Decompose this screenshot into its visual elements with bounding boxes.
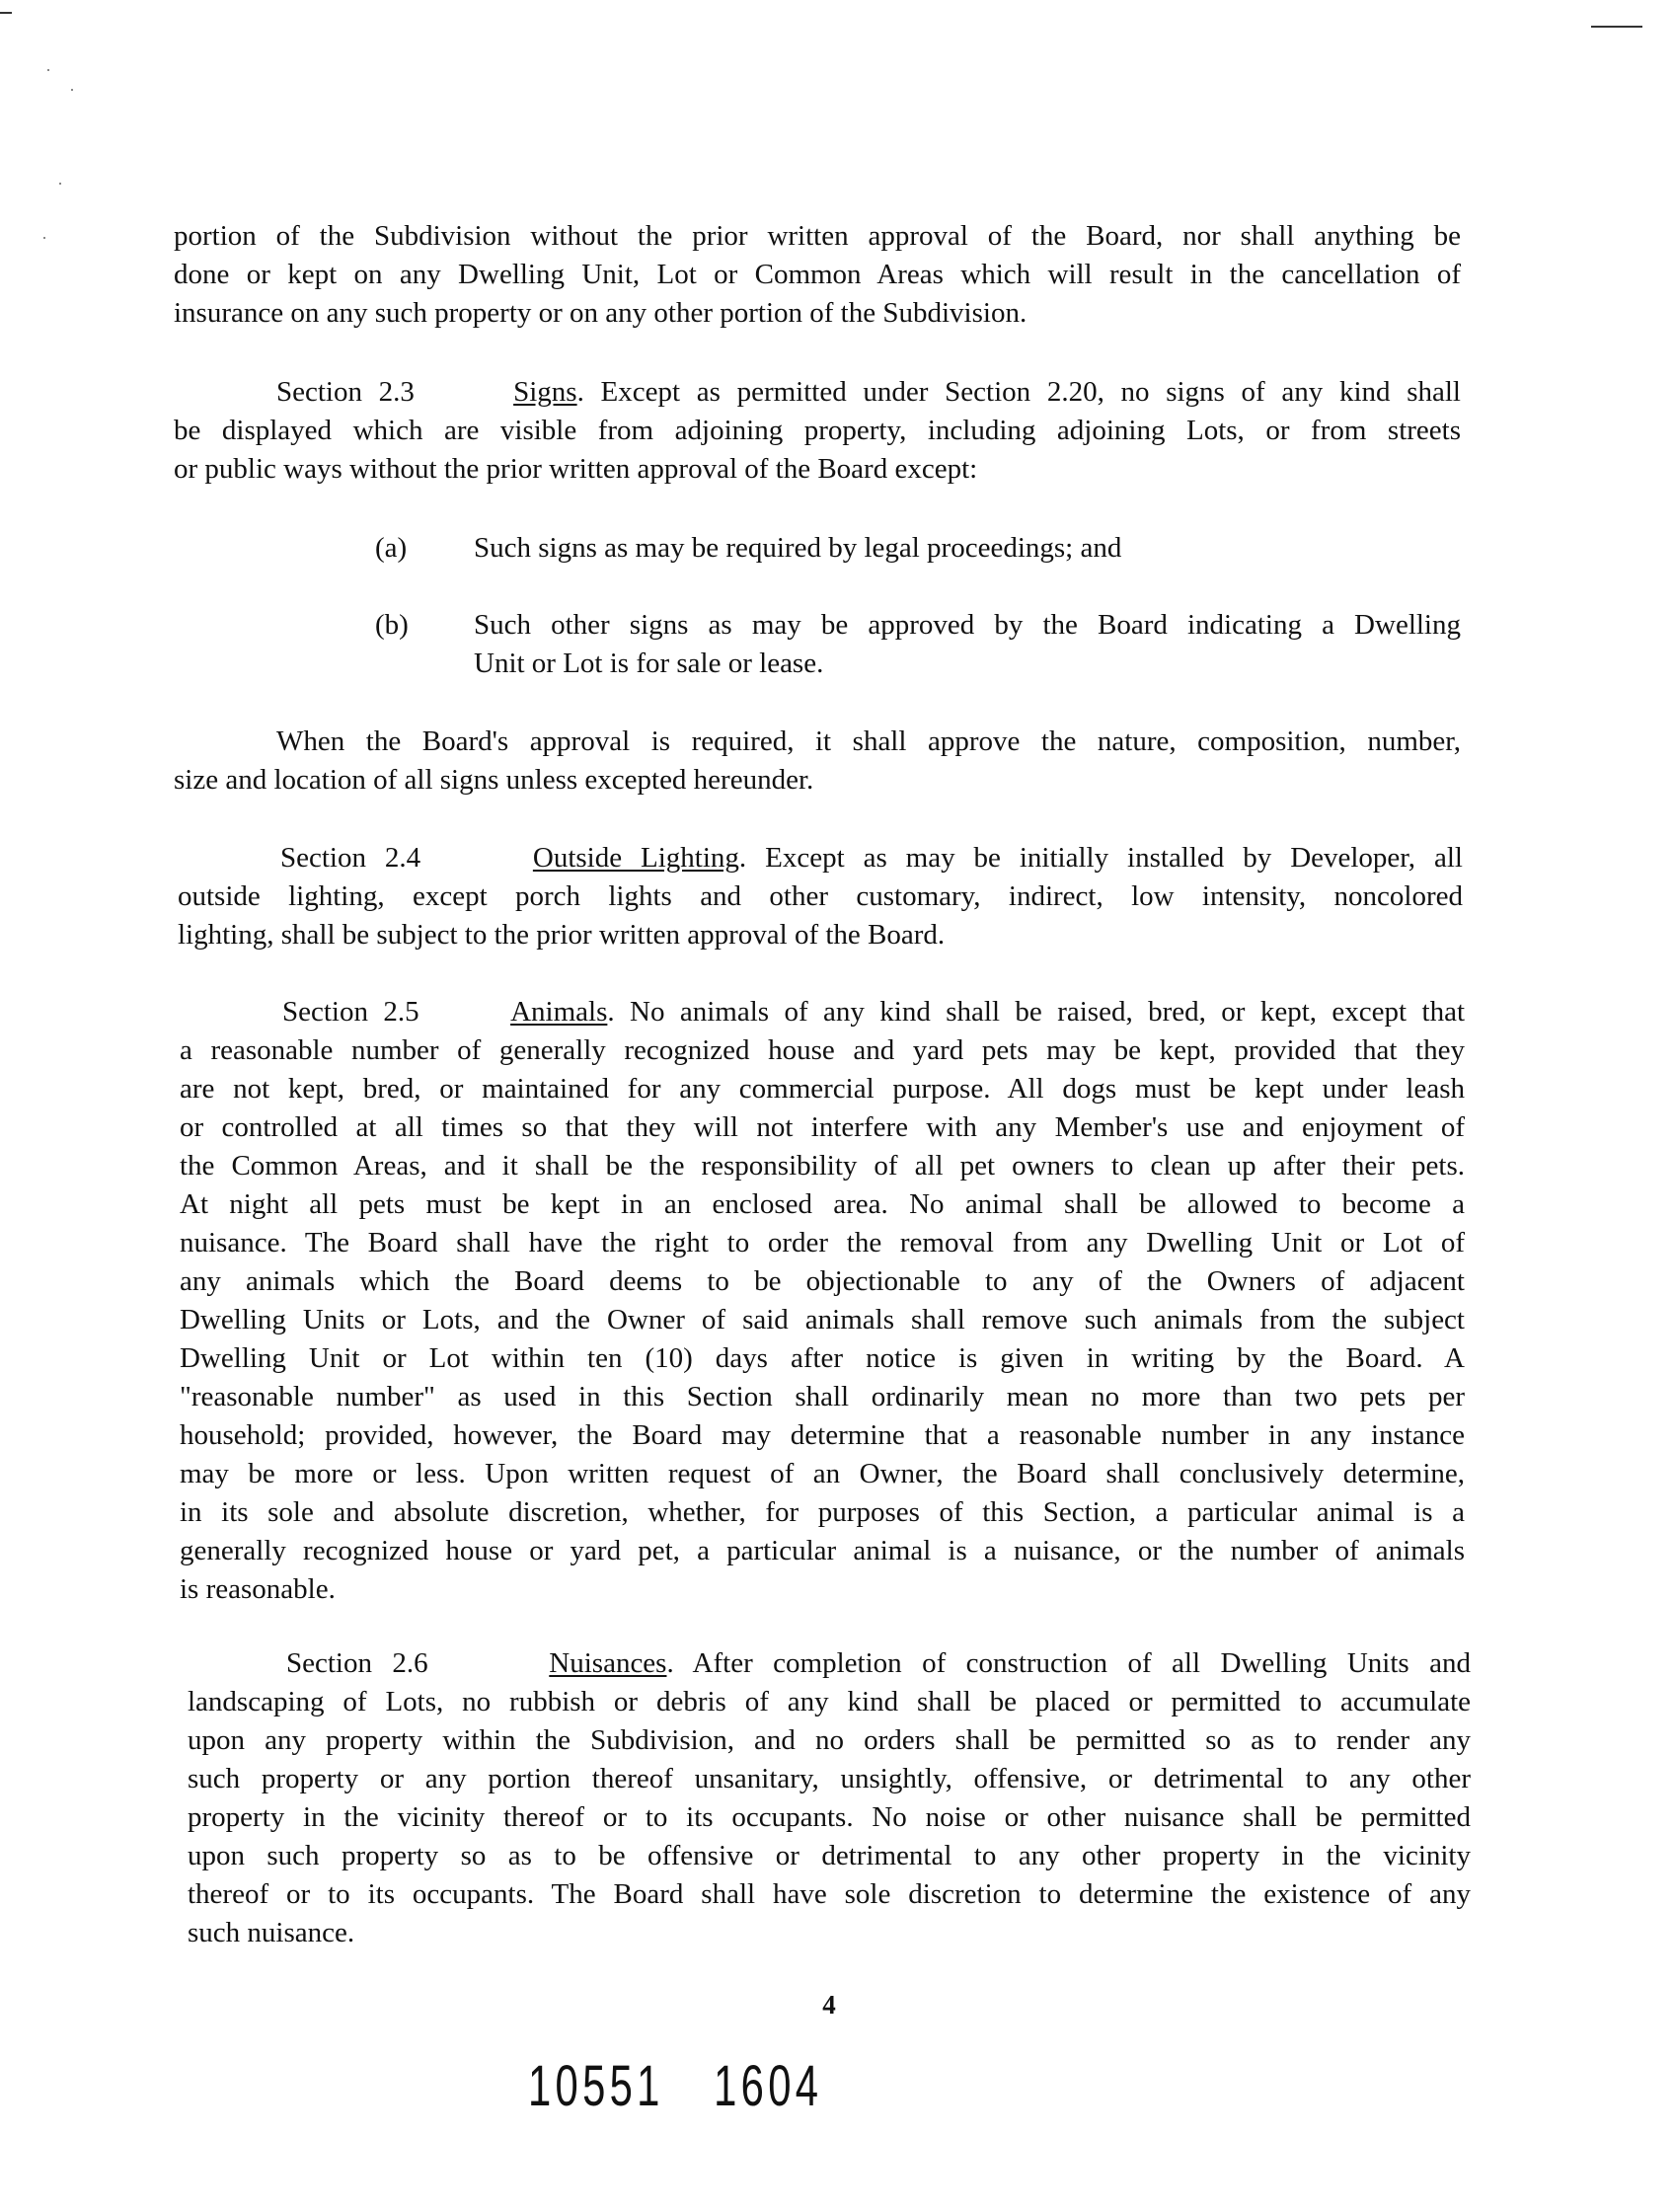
section-2-3 <box>174 373 1461 489</box>
text-line: such property or any portion thereof unsanitary, unsightly, offensive, or detrimental to any other <box>188 1763 1471 1794</box>
text-line: landscaping of Lots, no rubbish or debris of any kind shall be placed or permitted to accumulate <box>188 1686 1471 1717</box>
text-line: the Common Areas, and it shall be the responsibility of all pet owners to clean up after their pets. <box>180 1150 1465 1182</box>
text-line: upon any property within the Subdivision, and no orders shall be permitted so as to render any <box>188 1724 1471 1756</box>
scan-speck <box>43 237 45 239</box>
text-line: thereof or to its occupants. The Board shall have sole discretion to determine the existence of any <box>188 1878 1471 1910</box>
section-2-5 <box>180 993 1465 1609</box>
text-line: a reasonable number of generally recognized house and yard pets may be kept, provided that they <box>180 1034 1465 1066</box>
text-line: outside lighting, except porch lights and other customary, indirect, low intensity, noncolored <box>178 880 1463 912</box>
text-line: insurance on any such property or on any other portion of the Subdivision. <box>174 297 1027 329</box>
section-text: . Except as permitted under Section 2.20, no signs of any kind shall <box>576 376 1461 408</box>
scan-speck <box>47 69 49 71</box>
scan-mark-top-left <box>0 12 12 14</box>
section-2-4 <box>178 839 1463 954</box>
section-heading-line <box>178 839 1463 877</box>
text-line: upon such property so as to be offensive or detrimental to any other property in the vicinity <box>188 1840 1471 1871</box>
text-line: household; provided, however, the Board may determine that a reasonable number in any instance <box>180 1419 1465 1451</box>
text-line: done or kept on any Dwelling Unit, Lot or Common Areas which will result in the cancellation of <box>174 259 1461 290</box>
scan-speck <box>59 183 61 185</box>
section-title: Outside Lighting <box>532 842 739 874</box>
text-line: Dwelling Units or Lots, and the Owner of said animals shall remove such animals from the subject <box>180 1304 1465 1335</box>
text-line: When the Board's approval is required, it shall approve the nature, composition, number, <box>276 725 1461 757</box>
text-line: generally recognized house or yard pet, a particular animal is a nuisance, or the number of animals <box>180 1535 1465 1566</box>
scan-speck <box>71 89 73 91</box>
list-label: (a) <box>375 532 408 564</box>
section-heading-line <box>188 1644 1471 1683</box>
page-reference: 1604 <box>714 2054 823 2118</box>
section-label: Section 2.6 <box>286 1647 428 1679</box>
text-line: At night all pets must be kept in an enclosed area. No animal shall be allowed to become a <box>180 1188 1465 1220</box>
text-line: Dwelling Unit or Lot within ten (10) days after notice is given in writing by the Board. A <box>180 1342 1465 1374</box>
text-line: lighting, shall be subject to the prior written approval of the Board. <box>178 919 946 951</box>
text-line: property in the vicinity thereof or to its occupants. No noise or other nuisance shall be permitted <box>188 1801 1471 1833</box>
text-line: or public ways without the prior written approval of the Board except: <box>174 453 978 485</box>
section-text: . No animals of any kind shall be raised, bred, or kept, except that <box>607 996 1465 1028</box>
text-line: are not kept, bred, or maintained for any commercial purpose. All dogs must be kept under leash <box>180 1073 1465 1105</box>
section-label: Section 2.4 <box>280 842 421 874</box>
text-line: be displayed which are visible from adjoining property, including adjoining Lots, or from streets <box>174 415 1461 446</box>
text-line: or controlled at all times so that they will not interfere with any Member's use and enjoyment of <box>180 1111 1465 1143</box>
text-line: such nuisance. <box>188 1917 355 1948</box>
page-number: 4 <box>822 1990 836 2020</box>
section-heading-line <box>180 993 1465 1031</box>
recording-stamp <box>528 2053 822 2119</box>
text-line: size and location of all signs unless excepted hereunder. <box>174 764 814 796</box>
text-line: portion of the Subdivision without the prior written approval of the Board, nor shall anything be <box>174 220 1461 252</box>
section-title: Signs <box>513 376 577 408</box>
section-2-6 <box>188 1644 1471 1952</box>
text-line: nuisance. The Board shall have the right to order the removal from any Dwelling Unit or Lot of <box>180 1227 1465 1259</box>
list-label: (b) <box>375 609 409 641</box>
text-line: Such signs as may be required by legal proceedings; and <box>474 532 1122 564</box>
text-line: any animals which the Board deems to be objectionable to any of the Owners of adjacent <box>180 1265 1465 1297</box>
book-number: 10551 <box>528 2054 664 2118</box>
text-line: "reasonable number" as used in this Section shall ordinarily mean no more than two pets per <box>180 1381 1465 1412</box>
text-line: is reasonable. <box>180 1573 336 1605</box>
text-line: may be more or less. Upon written request of an Owner, the Board shall conclusively determine, <box>180 1458 1465 1489</box>
list-item-b <box>474 606 1461 683</box>
intro-paragraph <box>174 217 1461 333</box>
section-2-3-closing <box>174 723 1461 800</box>
section-heading-line <box>174 373 1461 412</box>
section-text: . After completion of construction of all Dwelling Units and <box>666 1647 1471 1679</box>
section-title: Nuisances <box>549 1647 667 1679</box>
text-line: Such other signs as may be approved by the Board indicating a Dwelling <box>474 609 1461 641</box>
section-label: Section 2.3 <box>276 376 415 408</box>
text-line: in its sole and absolute discretion, whether, for purposes of this Section, a particular animal is a <box>180 1496 1465 1528</box>
section-title: Animals <box>510 996 608 1028</box>
section-label: Section 2.5 <box>282 996 419 1028</box>
scan-mark-top-right <box>1591 26 1642 28</box>
section-text: . Except as may be initially installed by Developer, all <box>738 842 1463 874</box>
list-item-a <box>474 529 1461 568</box>
text-line: Unit or Lot is for sale or lease. <box>474 648 824 679</box>
